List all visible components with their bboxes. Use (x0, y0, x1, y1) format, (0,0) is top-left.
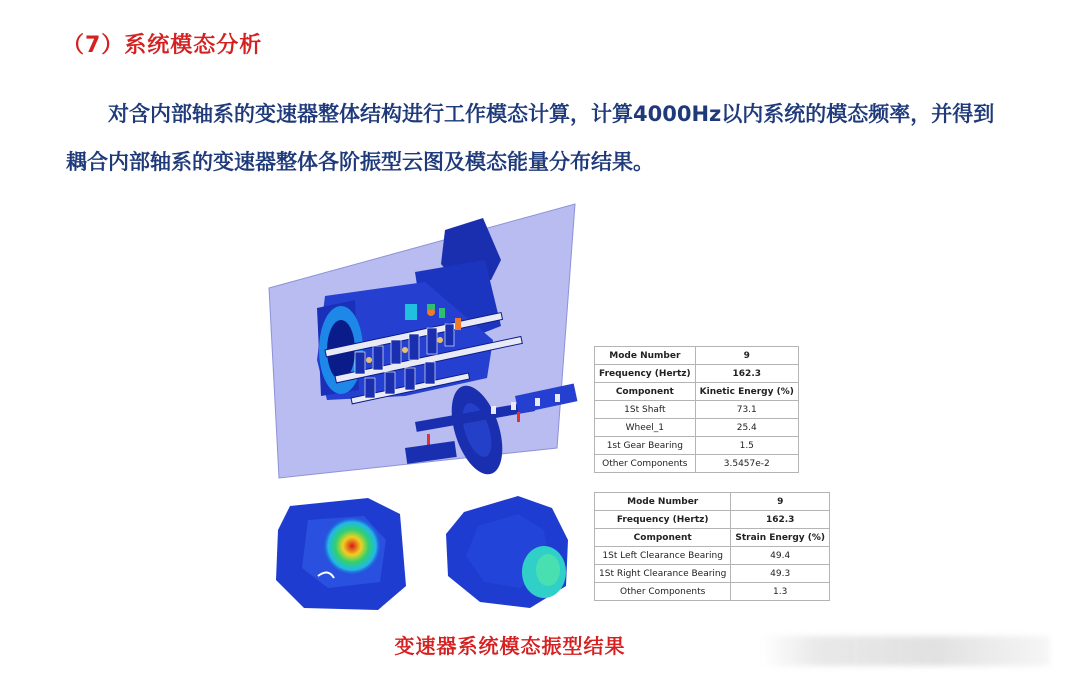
table-cell: 1St Shaft (595, 401, 696, 419)
table-row (595, 347, 799, 365)
gearbox-section-figure (255, 200, 595, 490)
kinetic-energy-table (594, 346, 799, 473)
table-cell: Component (595, 383, 696, 401)
body-paragraph: 对含内部轴系的变速器整体结构进行工作模态计算，计算4000Hz以内系统的模态频率，并得到耦合内部轴系的变速器整体各阶振型云图及模态能量分布结果。 (66, 102, 995, 174)
table-row (595, 455, 799, 473)
table-cell: 9 (731, 493, 830, 511)
table-cell: 9 (695, 347, 798, 365)
table-cell: Other Components (595, 455, 696, 473)
table-cell: Mode Number (595, 493, 731, 511)
table-row (595, 529, 830, 547)
table-cell: Kinetic Energy (%) (695, 383, 798, 401)
table-cell: Frequency (Hertz) (595, 511, 731, 529)
table-cell: 1.5 (695, 437, 798, 455)
table-cell: 49.3 (731, 565, 830, 583)
table-cell: Component (595, 529, 731, 547)
table-cell: 49.4 (731, 547, 830, 565)
table-row (595, 437, 799, 455)
table-row (595, 511, 830, 529)
table-row (595, 565, 830, 583)
table-row (595, 419, 799, 437)
contour-left (276, 498, 406, 610)
strain-energy-table (594, 492, 830, 601)
table-cell: Strain Energy (%) (731, 529, 830, 547)
figure-caption: 变速器系统模态振型结果 (394, 634, 626, 658)
table-row (595, 547, 830, 565)
table-cell: 1st Gear Bearing (595, 437, 696, 455)
table-row (595, 383, 799, 401)
table-cell: 1St Left Clearance Bearing (595, 547, 731, 565)
blurred-watermark (760, 636, 1050, 666)
table-cell: 162.3 (695, 365, 798, 383)
table-cell: Mode Number (595, 347, 696, 365)
table-cell: Other Components (595, 583, 731, 601)
table-cell: Wheel_1 (595, 419, 696, 437)
table-cell: 1St Right Clearance Bearing (595, 565, 731, 583)
table-cell: 162.3 (731, 511, 830, 529)
mode-shape-contours (268, 490, 588, 615)
contour-right (446, 496, 568, 608)
table-row (595, 583, 830, 601)
table-cell: 3.5457e-2 (695, 455, 798, 473)
table-row (595, 365, 799, 383)
table-cell: 1.3 (731, 583, 830, 601)
section-heading: （7）系统模态分析 (62, 33, 263, 58)
table-cell: Frequency (Hertz) (595, 365, 696, 383)
table-cell: 25.4 (695, 419, 798, 437)
table-row (595, 493, 830, 511)
table-cell: 73.1 (695, 401, 798, 419)
table-row (595, 401, 799, 419)
